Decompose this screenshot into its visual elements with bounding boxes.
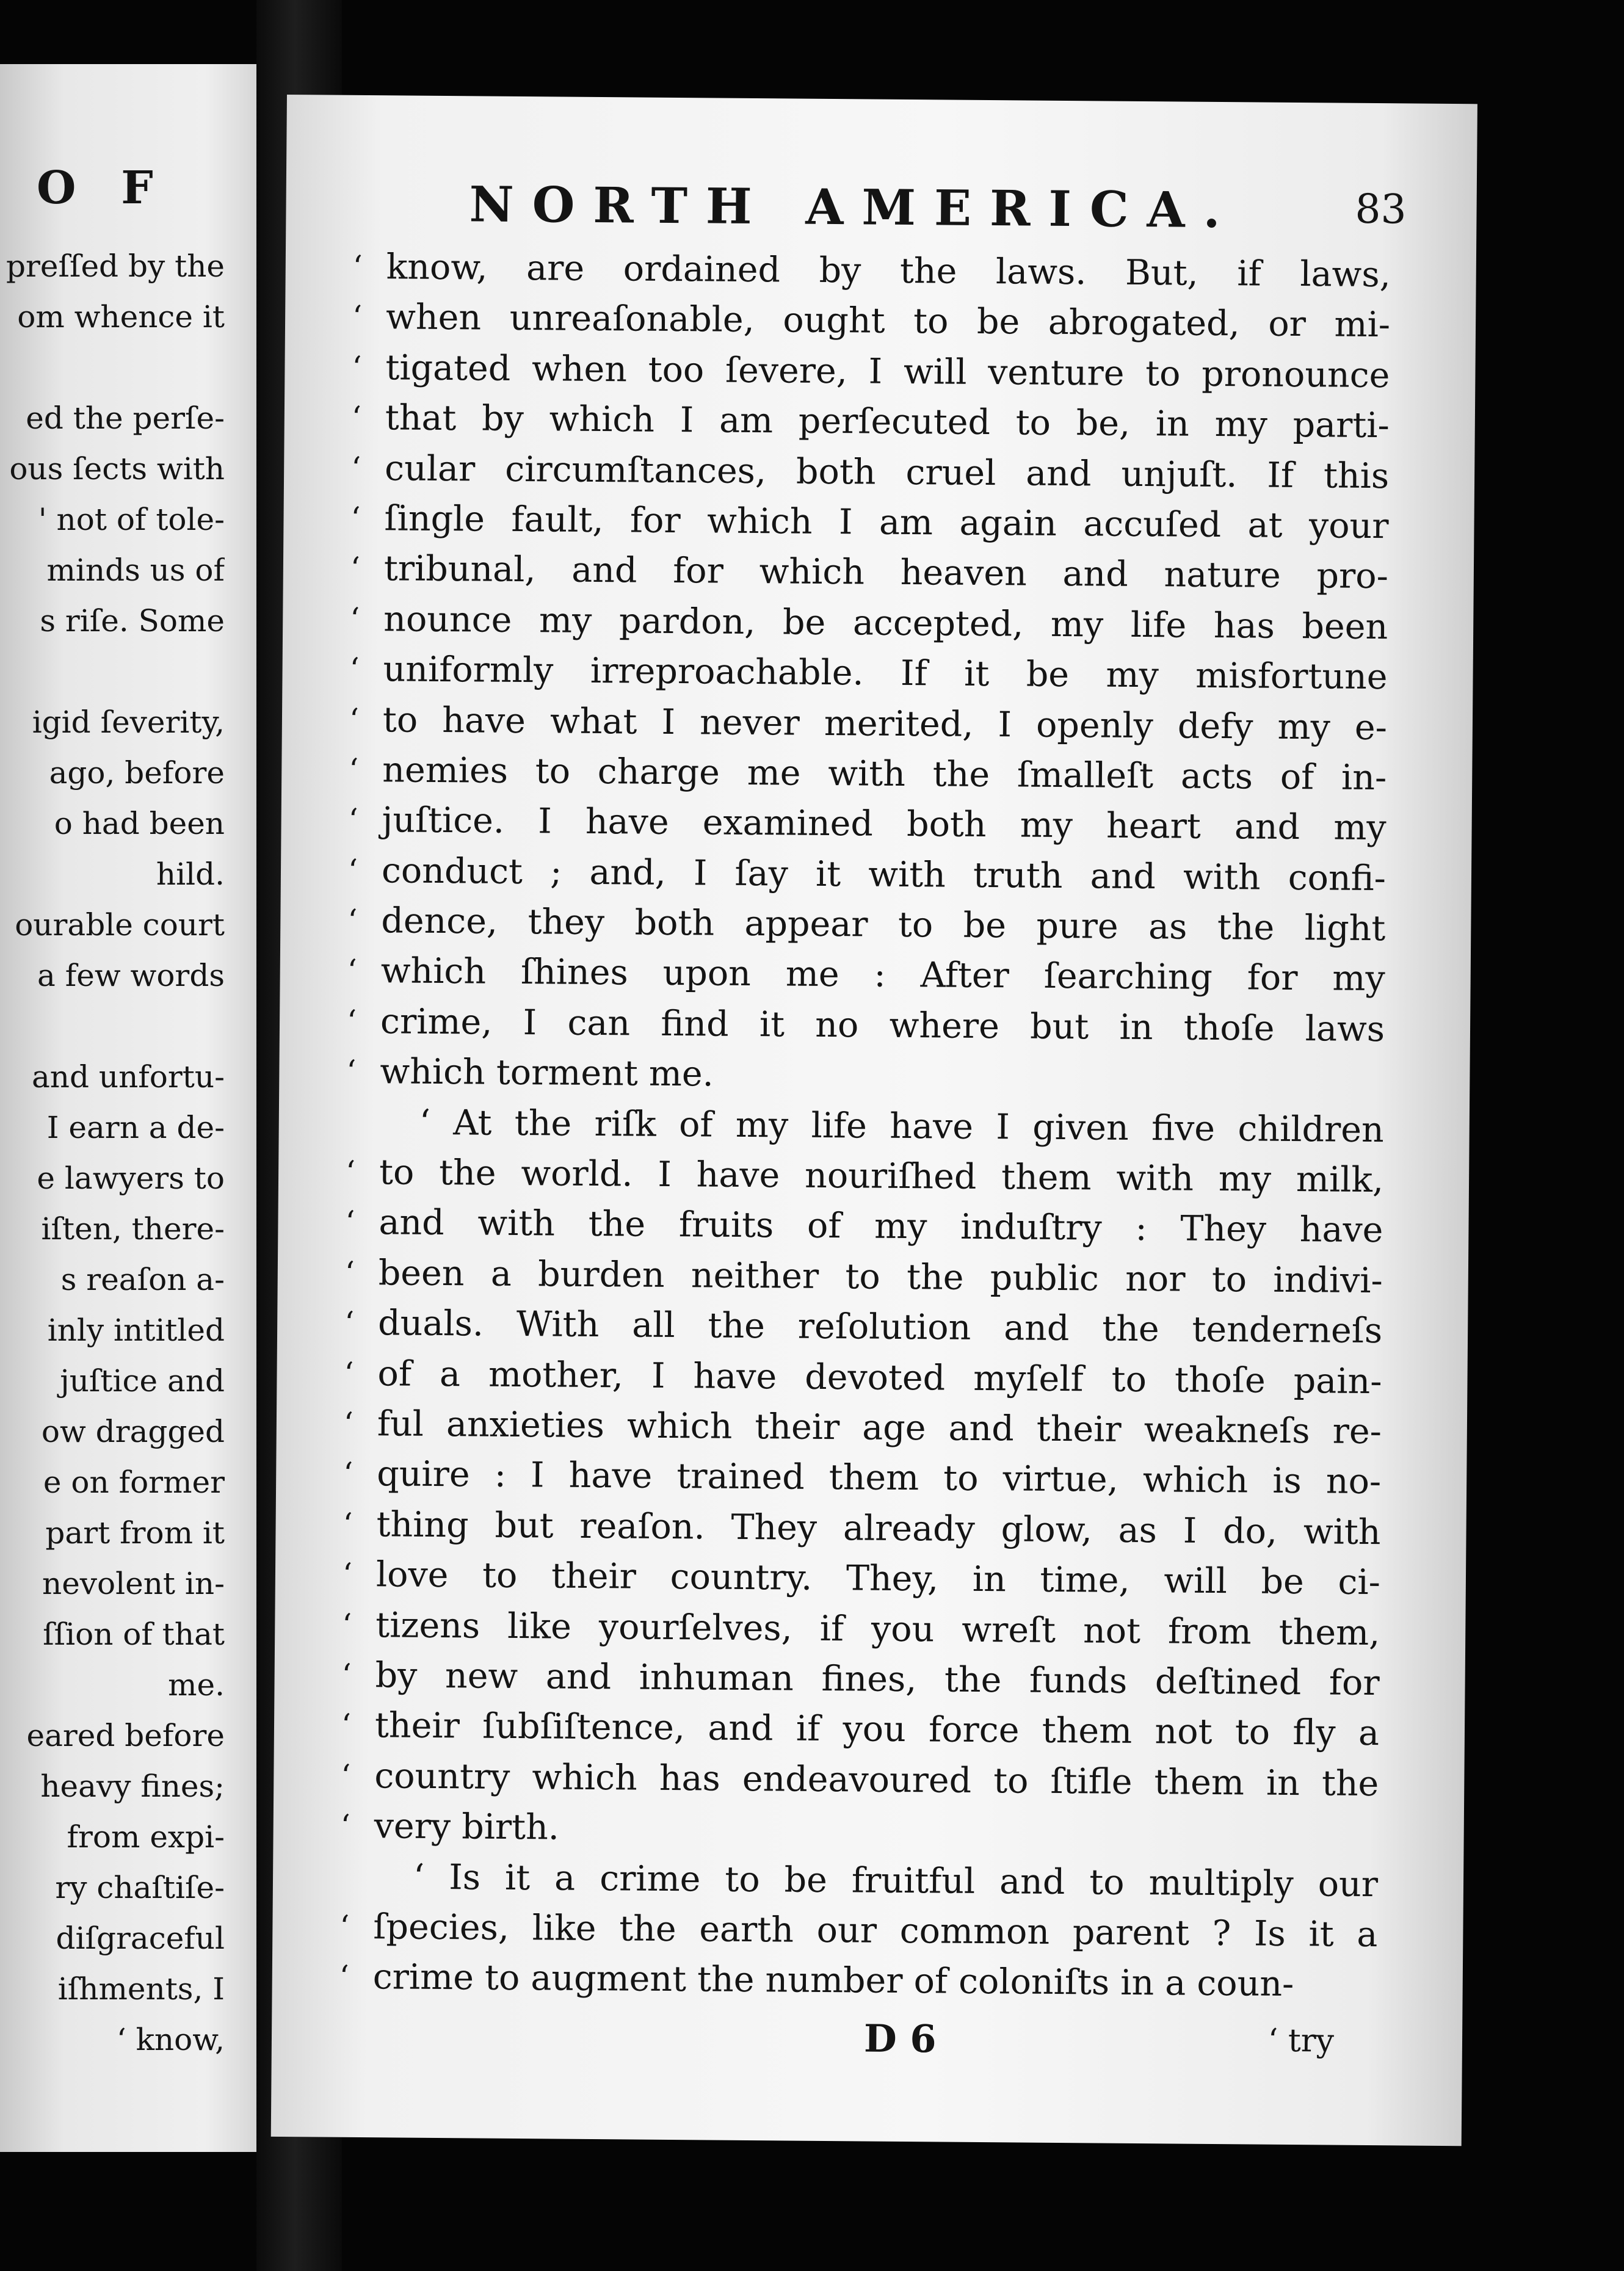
left-text-line: iſten, there-	[41, 1211, 225, 1247]
quote-mark: ‘	[349, 651, 360, 687]
text-line	[342, 1599, 1380, 1658]
quote-mark: ‘	[352, 349, 362, 385]
text-line	[349, 694, 1388, 753]
left-text-line: minds us of	[46, 552, 225, 588]
left-text-line: me.	[168, 1667, 225, 1703]
quote-mark: ‘	[351, 400, 361, 436]
line-text: that by which I am perſecuted to be, in my parti-	[385, 397, 1390, 446]
line-text: tigated when too ſevere, I will venture to pronounce	[385, 347, 1390, 396]
line-text: ‘ At the riſk of my life have I given five children	[419, 1102, 1384, 1150]
line-text: uniformly irreproachable. If it be my misfortune	[383, 649, 1388, 698]
line-text: ful anxieties which their age and their weakneſs re-	[377, 1404, 1382, 1452]
left-text-line: eared before	[26, 1718, 225, 1753]
quote-mark: ‘	[342, 1607, 352, 1643]
quote-mark: ‘	[342, 1556, 353, 1593]
text-line	[352, 292, 1391, 350]
quote-mark: ‘	[341, 1657, 352, 1693]
text-line	[351, 443, 1390, 501]
left-text-line: igid ſeverity,	[32, 704, 225, 740]
left-text-line: inly intitled	[47, 1313, 225, 1348]
text-line	[339, 1952, 1377, 2010]
quote-mark: ‘	[345, 1204, 355, 1241]
left-text-line: s reaſon a-	[60, 1262, 225, 1297]
text-line	[345, 1197, 1383, 1256]
quote-mark: ‘	[347, 953, 357, 989]
quote-mark: ‘	[343, 1506, 353, 1542]
left-text-line: and unfortu-	[31, 1059, 225, 1095]
page-body-text	[339, 242, 1391, 2010]
quote-mark: ‘	[344, 1355, 354, 1391]
right-page	[271, 95, 1477, 2146]
line-text: which ſhines upon me : After ſearching for my	[380, 951, 1385, 999]
text-line	[349, 644, 1388, 703]
text-line	[347, 996, 1385, 1055]
text-line	[346, 1096, 1384, 1155]
left-text-line: ow dragged	[41, 1414, 225, 1449]
quote-mark: ‘	[339, 1959, 349, 1995]
left-text-line: from expi-	[67, 1819, 225, 1855]
left-text-line	[0, 1001, 225, 1052]
line-text: very birth.	[374, 1806, 560, 1848]
left-text-line: e on former	[43, 1465, 225, 1500]
line-text: juſtice. I have examined both my heart and my	[382, 800, 1387, 849]
quote-mark: ‘	[339, 1908, 350, 1944]
quote-mark: ‘	[341, 1758, 351, 1794]
text-line	[341, 1650, 1380, 1709]
left-text-line: I earn a de-	[46, 1110, 225, 1145]
line-text: ſpecies, like the earth our common parent ? Is it a	[373, 1907, 1378, 1955]
quote-mark: ‘	[343, 1405, 354, 1441]
text-line	[350, 594, 1388, 653]
line-text: of a mother, I have devoted myſelf to thoſe pain-	[377, 1353, 1382, 1402]
text-line	[340, 1801, 1379, 1860]
left-text-line	[0, 342, 225, 393]
quote-mark: ‘	[340, 1808, 350, 1844]
line-text: by new and inhuman fines, the funds deſtined for	[375, 1655, 1380, 1704]
text-line	[339, 1902, 1378, 1960]
line-text: duals. With all the reſolution and the tenderneſs	[377, 1303, 1383, 1352]
left-text-line: juſtice and	[60, 1363, 225, 1399]
quote-mark: ‘	[352, 299, 363, 335]
line-text: know, are ordained by the laws. But, if laws,	[386, 247, 1391, 295]
text-line	[345, 1248, 1383, 1306]
text-line	[347, 946, 1385, 1004]
line-text: crime, I can find it no where but in thoſe laws	[380, 1001, 1385, 1050]
left-text-line: om whence it	[17, 299, 225, 335]
line-text: which torment me.	[380, 1051, 714, 1095]
left-text-line: iſhments, I	[57, 1971, 225, 2007]
page-number: 83	[1355, 185, 1407, 233]
left-text-line: ous ſects with	[9, 451, 225, 487]
text-line	[344, 1298, 1383, 1356]
line-text: tribunal, and for which heaven and nature pro-	[383, 548, 1389, 597]
line-text: cular circumſtances, both cruel and unjuſt. If this	[384, 447, 1390, 496]
quote-mark: ‘	[350, 450, 361, 486]
left-text-line: heavy fines;	[40, 1769, 225, 1804]
running-head: NORTH AMERICA.	[469, 175, 1239, 239]
line-text: ſingle fault, for which I am again accuſed at your	[384, 498, 1389, 547]
quote-mark: ‘	[346, 1003, 357, 1039]
line-text: quire : I have trained them to virtue, which is no-	[376, 1454, 1382, 1502]
text-line	[344, 1348, 1382, 1407]
left-text-line: e lawyers to	[37, 1161, 225, 1196]
text-line	[344, 1399, 1382, 1457]
left-text-line: ſſion of that	[43, 1617, 225, 1652]
line-text: nounce my pardon, be accepted, my life has been	[383, 599, 1388, 647]
line-text: ‘ Is it a crime to be fruitful and to multiply our	[413, 1856, 1379, 1905]
line-text: love to their country. They, in time, will be ci-	[375, 1554, 1381, 1603]
left-text-line: ' not of tole-	[38, 502, 225, 537]
left-text-line: ago, before	[49, 755, 225, 791]
quote-mark: ‘	[352, 248, 363, 284]
line-text: to have what I never merited, I openly defy my e-	[382, 699, 1388, 748]
line-text: crime to augment the number of coloniſts in a coun-	[372, 1957, 1294, 2005]
quote-mark: ‘	[344, 1255, 355, 1291]
quote-mark: ‘	[350, 601, 360, 637]
quote-mark: ‘	[346, 1054, 357, 1090]
quote-mark: ‘	[343, 1456, 353, 1492]
left-text-line: nevolent in-	[42, 1566, 225, 1601]
left-text-line: part from it	[45, 1515, 225, 1551]
line-text: been a burden neither to the public nor to indivi-	[378, 1253, 1383, 1301]
left-text-line	[0, 647, 225, 697]
line-text: country which has endeavoured to ſtifle them in the	[374, 1755, 1379, 1804]
text-line	[349, 745, 1387, 803]
line-text: their ſubſiſtence, and if you force them not to fly a	[374, 1705, 1380, 1754]
quote-mark: ‘	[348, 802, 358, 838]
text-line	[348, 846, 1387, 904]
line-text: conduct ; and, I ſay it with truth and with confi-	[381, 850, 1387, 899]
text-line	[352, 342, 1390, 401]
catchword: ‘ try	[1267, 2022, 1335, 2060]
left-text-line: ‘ know,	[116, 2022, 225, 2057]
left-running-head: O F	[37, 162, 168, 214]
text-line	[347, 896, 1386, 954]
text-line	[343, 1449, 1382, 1507]
left-text-line: s riſe. Some	[40, 603, 225, 639]
text-line	[352, 393, 1390, 451]
quote-mark: ‘	[341, 1708, 352, 1744]
signature-mark: D 6	[863, 2016, 937, 2062]
text-line	[341, 1700, 1380, 1759]
quote-mark: ‘	[349, 701, 360, 737]
quote-mark: ‘	[345, 1154, 356, 1190]
left-text-line: hild.	[156, 857, 225, 892]
quote-mark: ‘	[350, 551, 361, 587]
left-text-line: diſgraceful	[56, 1921, 225, 1956]
left-text-line: a few words	[37, 958, 225, 993]
quote-mark: ‘	[347, 902, 358, 939]
quote-mark: ‘	[347, 852, 358, 888]
text-line	[350, 543, 1389, 602]
left-page-text	[0, 241, 225, 2065]
text-line	[350, 493, 1389, 552]
text-line	[341, 1750, 1379, 1809]
line-text: to the world. I have nouriſhed them with my milk,	[379, 1152, 1384, 1201]
left-text-line: preſſed by the	[5, 248, 225, 284]
text-line	[346, 1046, 1385, 1105]
left-text-line: ourable court	[15, 907, 225, 943]
left-text-line: ed the perſe-	[26, 400, 225, 436]
quote-mark: ‘	[349, 752, 359, 788]
line-text: dence, they both appear to be pure as the light	[381, 900, 1386, 949]
left-text-line: o had been	[54, 806, 225, 841]
left-page	[0, 64, 256, 2152]
line-text: thing but reaſon. They already glow, as I do, with	[376, 1504, 1381, 1552]
text-line	[343, 1499, 1381, 1558]
text-line	[343, 1549, 1381, 1608]
left-text-line: ry chaſtiſe-	[55, 1870, 225, 1905]
quote-mark: ‘	[344, 1305, 355, 1341]
line-text: nemies to charge me with the ſmalleſt acts of in-	[382, 750, 1387, 799]
quote-mark: ‘	[350, 500, 361, 536]
text-line	[346, 1147, 1384, 1206]
text-line	[352, 242, 1391, 300]
line-text: and with the fruits of my induſtry : They have	[379, 1202, 1383, 1251]
text-line	[340, 1851, 1379, 1910]
text-line	[348, 795, 1387, 853]
line-text: when unreaſonable, ought to be abrogated, or mi-	[385, 297, 1391, 346]
line-text: tizens like yourſelves, if you wreſt not from them,	[375, 1604, 1380, 1653]
